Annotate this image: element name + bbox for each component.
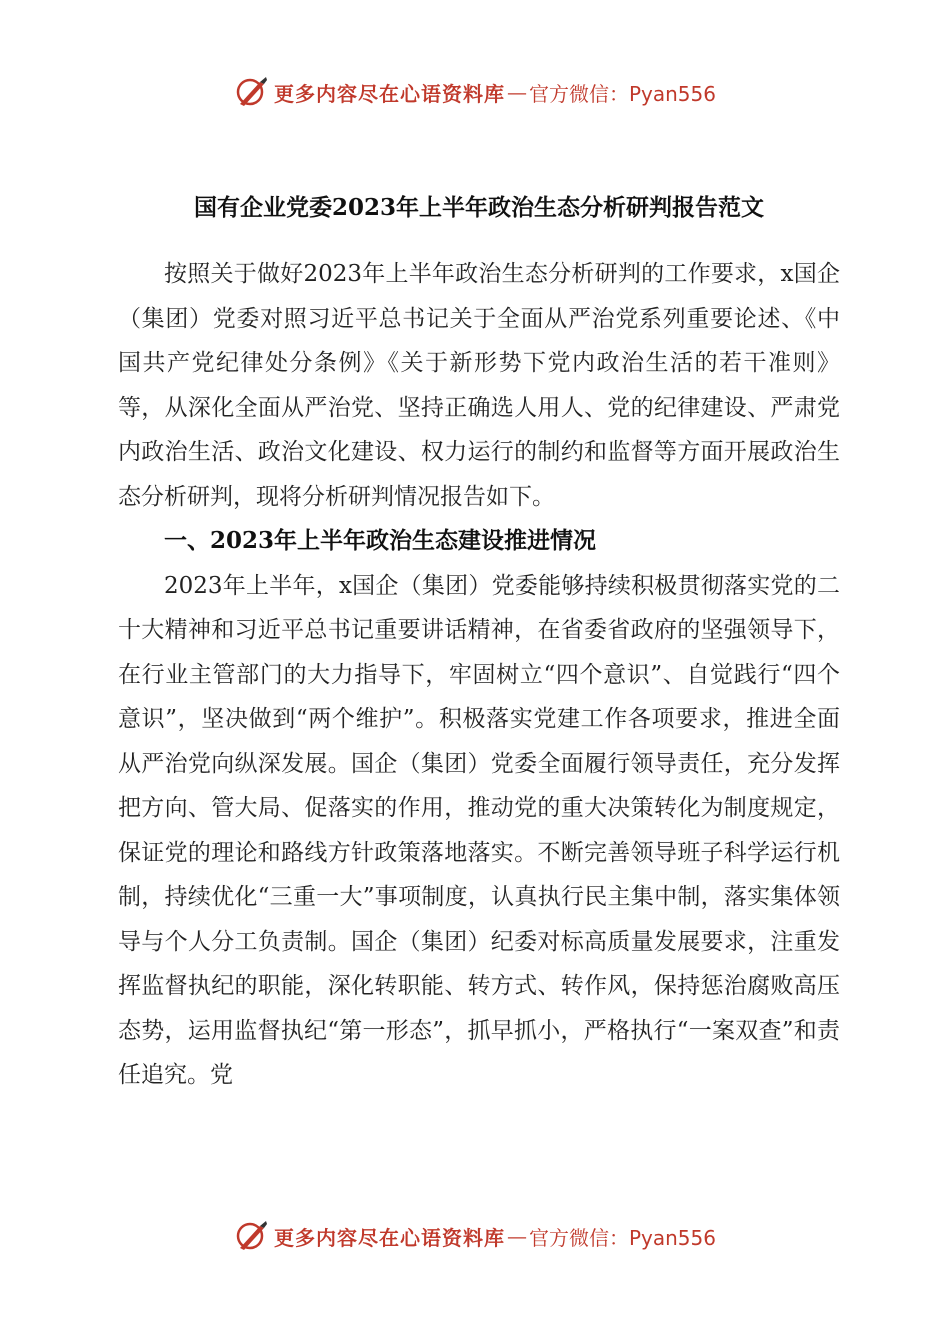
pen-logo-icon: [234, 74, 270, 110]
section-paragraph: 2023年上半年，x国企（集团）党委能够持续积极贯彻落实党的二十大精神和习近平总书记重要讲话精神，在省委省政府的坚强领导下，在行业主管部门的大力指导下，牢固树立“四个意识”、自觉践行“四个意识”，坚决做到“两个维护”。积极落实党建工作各项要求，推进全面从严治党向纵深发展。国企（集团）党委全面履行领导责任，充分发挥把方向、管大局、促落实的作用，推动党的重大决策转化为制度规定，保证党的理论和路线方针政策落地落实。不断完善领导班子科学运行机制，持续优化“三重一大”事项制度，认真执行民主集中制，落实集体领导与个人分工负责制。国企（集团）纪委对标高质量发展要求，注重发挥监督执纪的职能，深化转职能、转方式、转作风，保持惩治腐败高压态势，运用监督执纪“第一形态”，抓早抓小，严格执行“一案双查”和责任追究。党: [118, 572, 840, 1088]
document-title: 国有企业党委2023年上半年政治生态分析研判报告范文: [193, 194, 764, 221]
watermark-contact: 官方微信：Pyan556: [528, 1225, 716, 1250]
watermark-dash: —: [506, 80, 527, 104]
pen-logo-icon: [234, 1218, 270, 1254]
watermark-banner-bottom: [0, 1214, 950, 1258]
watermark-contact: 官方微信：Pyan556: [528, 81, 716, 106]
section-heading: 一、2023年上半年政治生态建设推进情况: [164, 527, 597, 554]
intro-paragraph: 按照关于做好2023年上半年政治生态分析研判的工作要求，x国企（集团）党委对照习近平总书记关于全面从严治党系列重要论述、《中国共产党纪律处分条例》《关于新形势下党内政治生活的若干准则》等，从深化全面从严治党、坚持正确选人用人、党的纪律建设、严肃党内政治生活、政治文化建设、权力运行的制约和监督等方面开展政治生态分析研判，现将分析研判情况报告如下。: [118, 261, 840, 510]
watermark-text: 更多内容尽在心语资料库: [273, 1225, 505, 1250]
watermark-dash: —: [506, 1224, 527, 1248]
document-body: [118, 186, 840, 1098]
watermark-banner-top: [0, 70, 950, 114]
watermark-text: 更多内容尽在心语资料库: [273, 81, 505, 106]
